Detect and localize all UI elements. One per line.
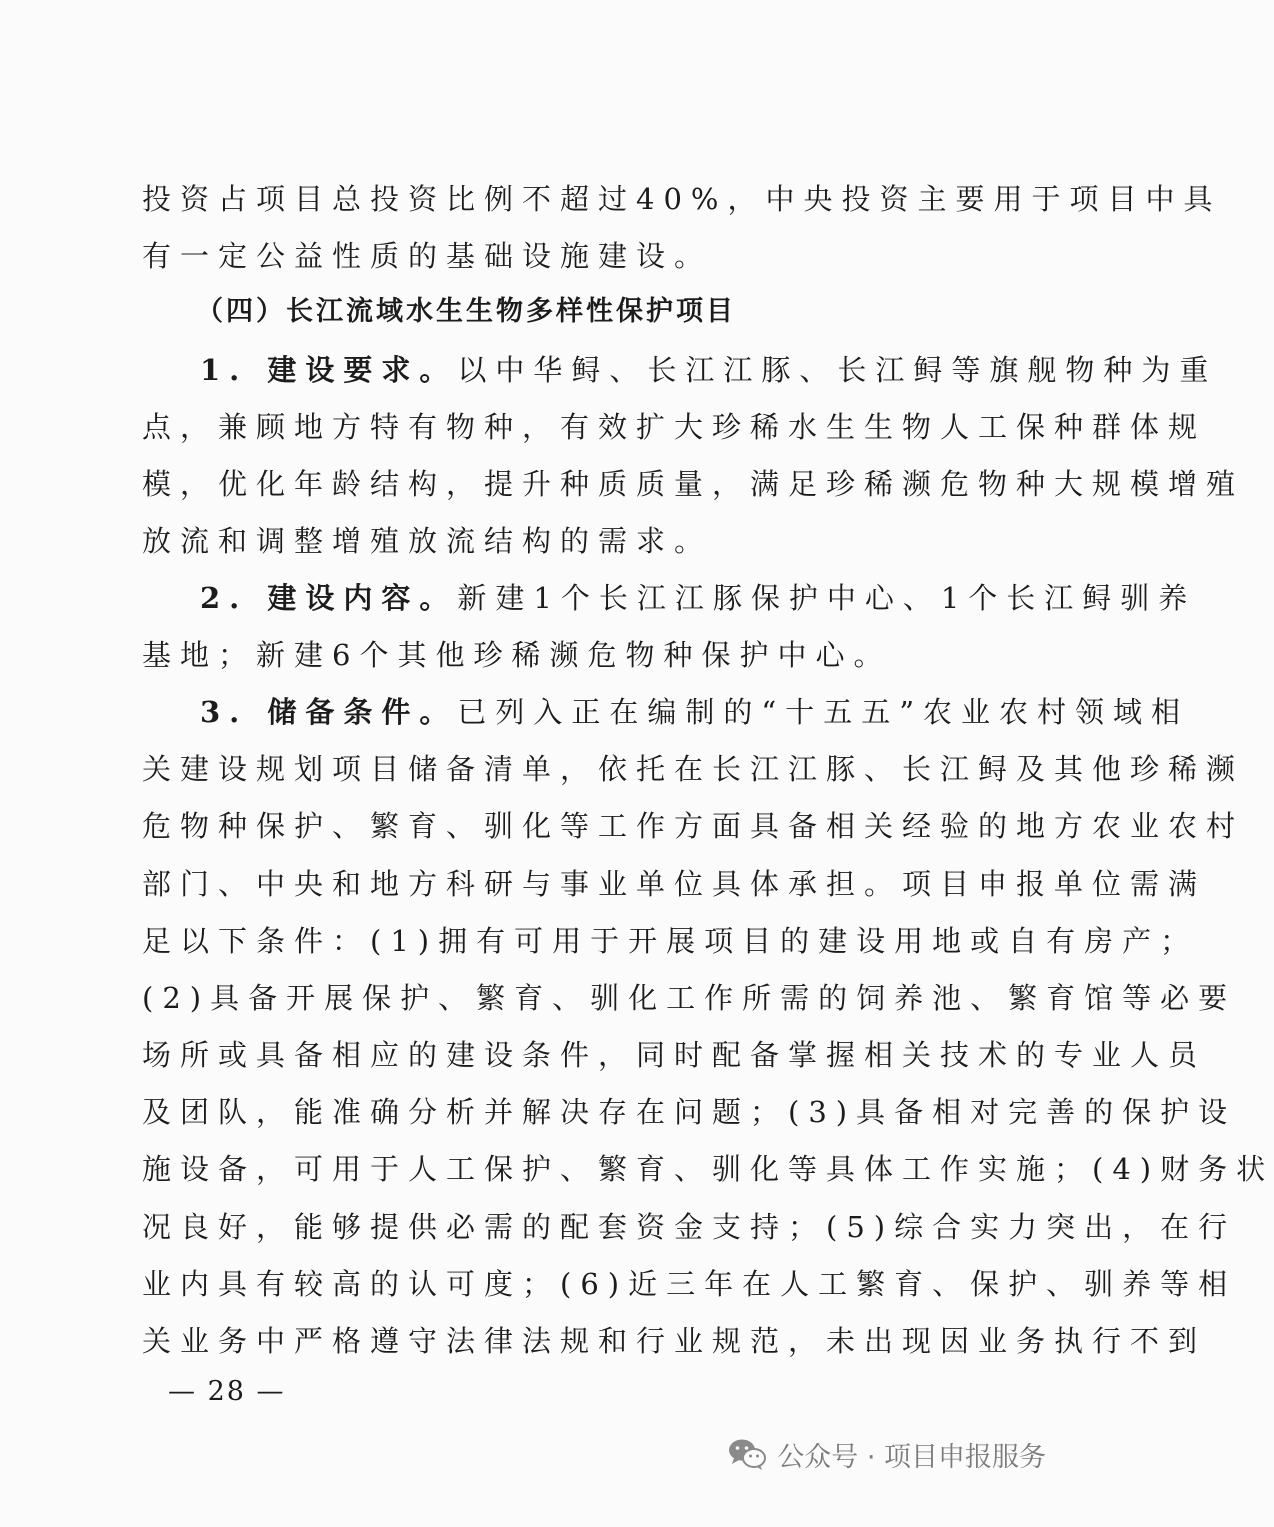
item2-line-1-text: 新建1个长江江豚保护中心、1个长江鲟驯养 xyxy=(457,581,1197,615)
item3-line-1-text: 已列入正在编制的“十五五”农业农村领域相 xyxy=(457,695,1190,729)
item1-line-1 xyxy=(200,352,1218,388)
item3-line-10: 况良好，能够提供必需的配套资金支持；(5)综合实力突出，在行 xyxy=(142,1210,1237,1244)
item3-line-8: 及团队，能准确分析并解决存在问题；(3)具备相对完善的保护设 xyxy=(142,1095,1237,1129)
intro-line-1: 投资占项目总投资比例不超过40%，中央投资主要用于项目中具 xyxy=(142,182,1222,216)
intro-line-2: 有一定公益性质的基础设施建设。 xyxy=(142,239,713,273)
item1-label: 1. 建设要求。 xyxy=(200,353,458,387)
page-number: — 28 — xyxy=(168,1376,286,1407)
item1-line-2: 点，兼顾地方特有物种，有效扩大珍稀水生生物人工保种群体规 xyxy=(142,410,1207,444)
item2-line-2: 基地；新建6个其他珍稀濒危物种保护中心。 xyxy=(142,638,892,672)
watermark-text: 公众号 · 项目申报服务 xyxy=(777,1441,1046,1473)
item3-line-4: 部门、中央和地方科研与事业单位具体承担。项目申报单位需满 xyxy=(142,867,1207,901)
item3-line-5: 足以下条件：(1)拥有可用于开展项目的建设用地或自有房产； xyxy=(142,924,1199,958)
item3-label: 3. 储备条件。 xyxy=(200,695,458,729)
item3-line-3: 危物种保护、繁育、驯化等工作方面具备相关经验的地方农业农村 xyxy=(142,809,1245,843)
item3-line-9: 施设备，可用于人工保护、繁育、驯化等具体工作实施；(4)财务状 xyxy=(142,1152,1274,1186)
item1-line-3: 模，优化年龄结构，提升种质质量，满足珍稀濒危物种大规模增殖 xyxy=(142,467,1245,501)
wechat-icon xyxy=(727,1437,767,1471)
item1-line-4: 放流和调整增殖放流结构的需求。 xyxy=(142,524,713,558)
item3-line-1 xyxy=(200,694,1190,730)
item1-line-1-text: 以中华鲟、长江江豚、长江鲟等旗舰物种为重 xyxy=(457,353,1218,387)
item3-line-12: 关业务中严格遵守法律法规和行业规范，未出现因业务执行不到 xyxy=(142,1324,1207,1358)
section-heading: （四）长江流域水生生物多样性保护项目 xyxy=(196,296,736,327)
item3-line-11: 业内具有较高的认可度；(6)近三年在人工繁育、保护、驯养等相 xyxy=(142,1267,1237,1301)
item3-line-7: 场所或具备相应的建设条件，同时配备掌握相关技术的专业人员 xyxy=(142,1038,1207,1072)
item2-label: 2. 建设内容。 xyxy=(200,581,458,615)
item2-line-1 xyxy=(200,580,1197,616)
item3-line-2: 关建设规划项目储备清单，依托在长江江豚、长江鲟及其他珍稀濒 xyxy=(142,752,1245,786)
item3-line-6: (2)具备开展保护、繁育、驯化工作所需的饲养池、繁育馆等必要 xyxy=(142,981,1237,1015)
watermark xyxy=(727,1434,1046,1474)
